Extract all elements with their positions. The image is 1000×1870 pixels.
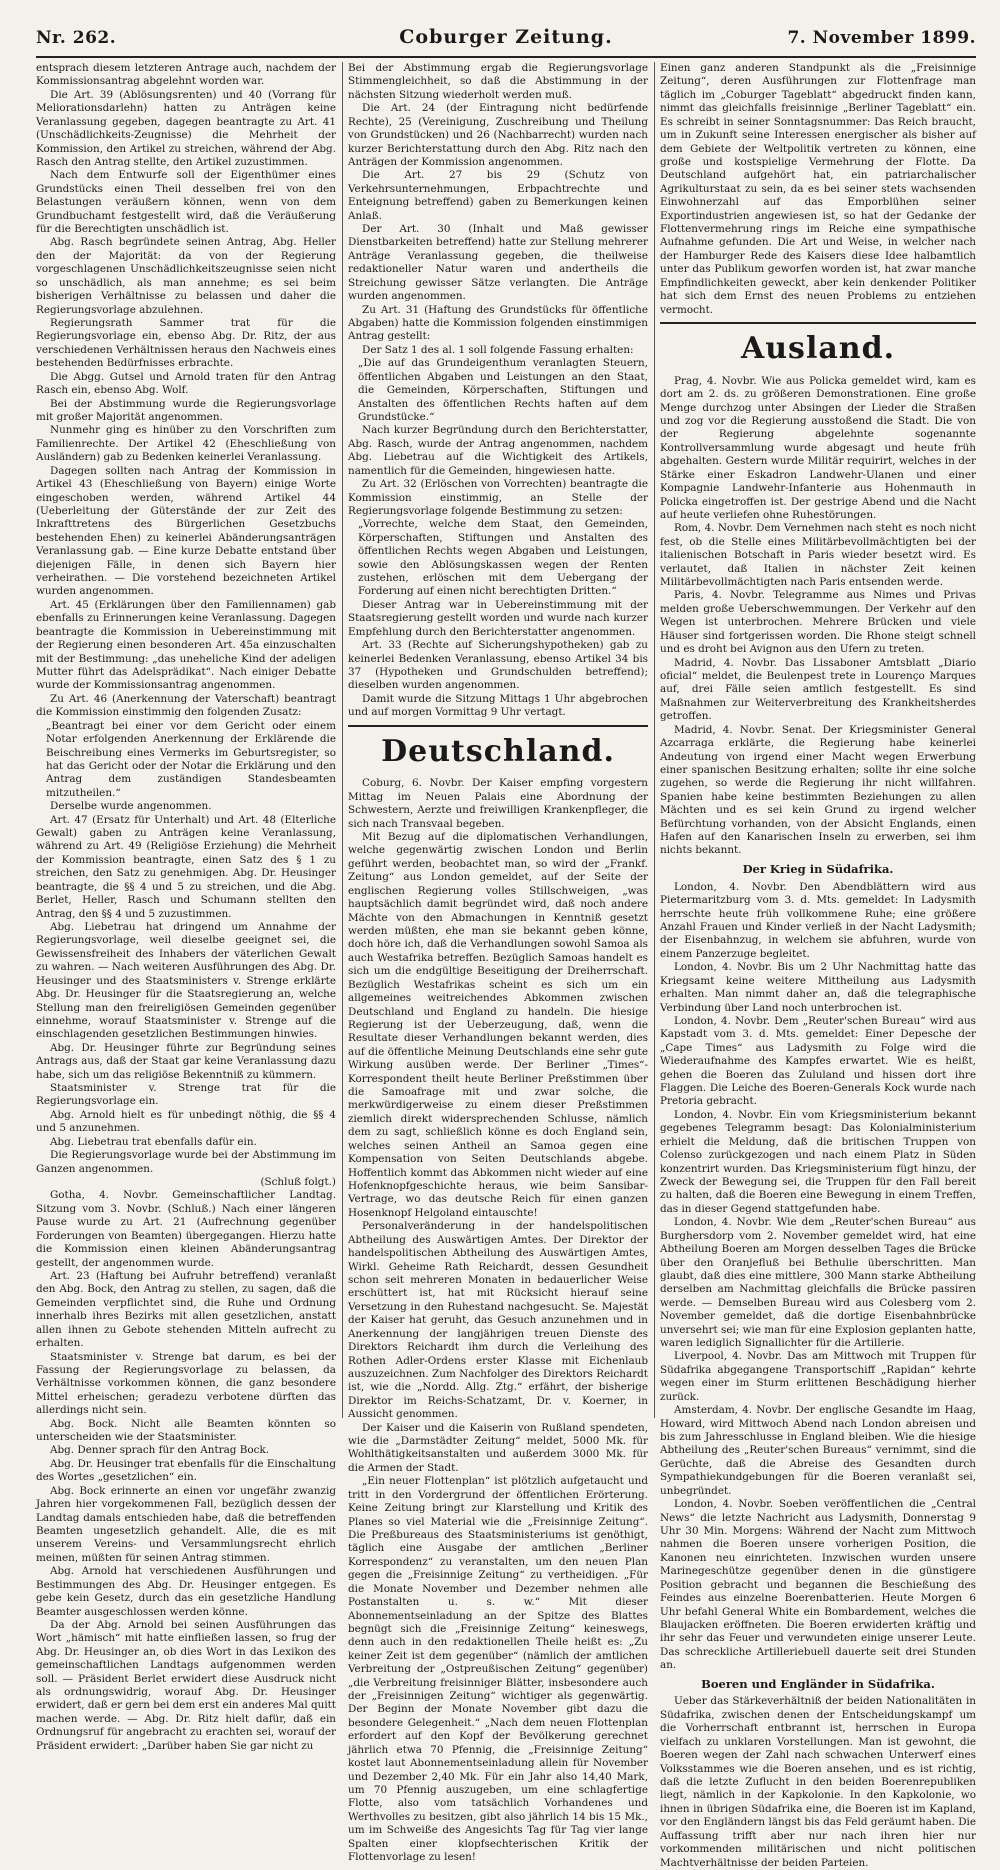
quotation: „Die auf das Grundeigenthum veranlagten Steuern, öffentlichen Abgaben und Leistungen an den Staat, die Gemeinden, Körperschaften, Stiftungen und Anstalten des öffentlichen Rechts haften auf dem Grundstücke.“ (358, 357, 648, 423)
paragraph: Bei der Abstimmung wurde die Regierungsvorlage mit großer Majorität angenommen. (36, 397, 336, 423)
paragraph: Personalveränderung in der handelspolitischen Abtheilung des Auswärtigen Amtes. Der Direktor der handelspolitischen Abtheilung des Auswärtigen Amtes, Wirkl. Geheime Rath Reichardt, dessen Gesundheit schon seit mehreren Monaten in bedauerlicher Weise erschüttert ist, hat mit Rücksicht hierauf seine Versetzung in den Ruhestand nachgesucht. Se. Majestät der Kaiser hat geruht, das Gesuch anzunehmen und in Anerkennung der langjährigen treuen Dienste des Direktors Reichardt ihm durch die Verleihung des Rothen Adler-Ordens erster Klasse mit Eichenlaub auszuzeichnen. Zum Nachfolger des Direktors Reichardt ist, wie die „Nordd. Allg. Ztg.“ erfährt, der bisherige Direktor im Reichs-Schatzamt, Dr. v. Koerner, in Aussicht genommen. (348, 1220, 648, 1421)
paragraph: Gotha, 4. Novbr. Gemeinschaftlicher Landtag. Sitzung vom 3. Novbr. (Schluß.) Nach einer längeren Pause wurde zu Art. 21 (Aufrechnung gegenüber Forderungen von Beamten) übergegangen. Hierzu hatte die Kommission einen kleinen Abänderungsantrag gestellt, der angenommen wurde. (36, 1189, 336, 1269)
column-2 (348, 62, 648, 1864)
section-heading-ausland: Ausland. (740, 331, 896, 367)
column-3 (660, 62, 976, 1869)
paragraph: Die Art. 24 (der Eintragung nicht bedürfende Rechte), 25 (Vereinigung, Zuschreibung und Theilung von Grundstücken) und 26 (Nachbarrecht) wurden nach kurzer Berichterstattung durch den Abg. Ritz nach den Anträgen der Kommission angenommen. (348, 102, 648, 168)
paragraph: Staatsminister v. Strenge bat darum, es bei der Fassung der Regierungsvorlage zu belassen, da Verhältnisse vorkommen können, die ganz besondere Mittel erheischen; geradezu verbotene dürften das allerdings nicht sein. (36, 1350, 336, 1417)
issue-number: Nr. 262. (36, 28, 117, 48)
paragraph: Staatsminister v. Strenge trat für die Regierungsvorlage ein. (36, 1082, 336, 1108)
continuation-note: (Schluß folgt.) (260, 1176, 336, 1189)
paragraph: Nach kurzer Begründung durch den Berichterstatter, Abg. Rasch, wurde der Antrag angenommen, nachdem Abg. Liebetrau auf die Wichtigkeit des Artikels, namentlich für die Gemeinden, hingewiesen hatte. (348, 424, 648, 477)
paragraph: Die Abgg. Gutsel und Arnold traten für den Antrag Rasch ein, ebenso Abg. Wolf. (36, 370, 336, 397)
paragraph: Der Kaiser und die Kaiserin von Rußland spendeten, wie die „Darmstädter Zeitung“ meldet, 5000 Mk. für Wohlthätigkeitsanstalten und außerdem 3000 Mk. für die Armen der Stadt. (348, 1421, 648, 1474)
masthead (36, 20, 976, 54)
paragraph: Abg. Liebetrau hat dringend um Annahme der Regierungsvorlage, weil dieselbe geeignet sei, die Gewissensfreiheit des Inhabers der väterlichen Gewalt zu wahren. — Nach weiteren Ausführungen des Abg. Dr. Heusinger und des Staatsministers v. Strenge erklärte Abg. Dr. Heusinger für die Staatsregierung an, welche Stellung man den freireligiösen Gemeinden gegenüber einnehme, worauf Staatsminister v. Strenge auf die einschlagenden gesetzlichen Bestimmungen hinwies. (36, 921, 336, 1041)
quotation: „Vorrechte, welche dem Staat, den Gemeinden, Körperschaften, Stiftungen und Anstalten des öffentlichen Rechts wegen Abgaben und Leistungen, sowie den Ablösungskassen wegen der Renten zustehen, erlöschen mit dem Uebergang der Forderung auf einen nicht berechtigten Dritten.“ (358, 518, 648, 598)
paragraph: Mit Bezug auf die diplomatischen Verhandlungen, welche gegenwärtig zwischen London und Berlin geführt werden, beobachtet man, so wird der „Frankf. Zeitung“ aus London gemeldet, auf der Seite der englischen Regierung volles Stillschweigen, „was hauptsächlich damit begründet wird, daß noch andere Mächte von den Abmachungen in Kenntniß gesetzt werden müßten, ehe man sie bekannt geben könne, doch höre ich, daß die Verhandlungen sowohl Samoa als auch Westafrika betreffen. Bezüglich Samoas handelt es sich um die endgültige Beseitigung der Dreiherrschaft. Bezüglich Westafrikas scheint es sich um ein allgemeines weitreichendes Abkommen zwischen Deutschland und England zu handeln. Die hiesige Regierung ist der Ueberzeugung, daß, wenn die Resultate dieser Verhandlungen bekannt werden, dies auf die öffentliche Meinung Deutschlands eine sehr gute Wirkung ausüben werde. Der Berliner „Times“-Korrespondent theilt heute Berliner Preßstimmen über die Samoafrage mit und zwar solche, die merkwürdigerweise zu einem dieser Preßstimmen ziemlich direkt widersprechenden Schlusse, nämlich dem zu sagt, schließlich könne es doch England sein, welches seinen Antheil an Samoa gegen eine Kompensation von Seiten Deutschlands abgebe. Hoffentlich kommt das Abkommen nicht wieder auf eine Hofenknopfgeschichte heraus, wie beim Sansibar-Vertrage, wo das deutsche Reich für einen ganzen Hosenknopf Helgoland eintauschte! (348, 831, 648, 1219)
subsection-heading: Boeren und Engländer in Südafrika. (701, 1676, 935, 1691)
paragraph: „Ein neuer Flottenplan“ ist plötzlich aufgetaucht und tritt in den Vordergrund der öffentlichen Erörterung. Keine Zeitung bringt zur Klarstellung und Kritik des Planes so viel Material wie die „Freisinnige Zeitung“. Die Preßbureaus des Staatsministeriums ist genöthigt, täglich eine Ausgabe der amtlichen „Berliner Korrespondenz“ zu veranstalten, um den neuen Plan gegen die „Freisinnige Zeitung“ zu vertheidigen. „Für die Monate November und Dezember nehmen alle Postanstalten u. s. w.“ Mit dieser Abonnementseinladung an der Spitze des Blattes begnügt sich die „Freisinnige Zeitung“ keineswegs, denn auch in den redaktionellen Theile heißt es: „Zu keiner Zeit ist dem gegenüber“ (nämlich der amtlichen Verbreitung der „Ostpreußischen Zeitung“ gegenüber) „die Verbreitung freisinniger Blätter, insbesondere auch der „Freisinnigen Zeitung“ wichtiger als gegenwärtig. Der Beginn der Monate November gibt dazu die besondere Gelegenheit.“ „Nach dem neuen Flottenplan erfordert auf den Kopf der Bevölkerung gerechnet jährlich etwa 70 Pfennig, die „Freisinnige Zeitung“ kostet laut Abonnementseinladung allein für November und Dezember 2,40 Mk. Für ein Jahr also 14,40 Mark, um 70 Pfennig auszugeben, um eine schlagfertige Flotte, also vom tatsächlich Vorhandenes und Werthvolles zu besitzen, gibt also jährlich 14 bis 15 Mk., um im Schweiße des Angesichts Tag für Tag vier lange Spalten einer klopfsechterischen Kritik der Flottenvorlage zu lesen! (348, 1475, 648, 1864)
paragraph: Liverpool, 4. Novbr. Das am Mittwoch mit Truppen für Südafrika abgegangene Transportschiff „Rapidan“ kehrte wegen einer im Sturm erlittenen Beschädigung hierher zurück. (660, 1350, 976, 1403)
paragraph: London, 4. Novbr. Bis um 2 Uhr Nachmittag hatte das Kriegsamt keine weitere Mittheilung aus Ladysmith erhalten. Man nimmt daher an, daß die telegraphische Verbindung über Land noch unterbrochen ist. (660, 961, 976, 1014)
paragraph: Ueber das Stärkeverhältniß der beiden Nationalitäten in Südafrika, zwischen denen der Entscheidungskampf um die Vorherrschaft entbrannt ist, herrschen in Europa vielfach zu unklaren Vorstellungen. Man ist gewohnt, die Boeren wegen der Zahl nach schwachen Unterwerf eines Volksstammes wie die Boeren ansehen, und es ist richtig, daß die letzte Zuflucht in den beiden Boerenrepubliken liegt, nämlich in der Kapkolonie. In den Kapkolonie, wo ihnen in übrigen Südafrika eine, die Boeren ist im Kapland, vor den Engländern längst bis das Feld geräumt haben. Die Auffassung trifft aber nur nach ihren hier nur vorkommenden militärischen und nicht politischen Machtverhältnisse der beiden Parteien. (660, 1695, 976, 1869)
paragraph: Einen ganz anderen Standpunkt als die „Freisinnige Zeitung“, deren Ausführungen zur Flottenfrage man täglich im „Coburger Tageblatt“ abgedruckt finden kann, nimmt das gleichfalls freisinnige „Berliner Tageblatt“ ein. Es schreibt in seiner Sonntagsnummer: Das Reich braucht, um in Zukunft seine Interessen energischer als bisher auf dem Gebiete der Weltpolitik vertreten zu können, eine große und kostspielige Vermehrung der Flotte. Da Deutschland aufgehört hat, ein patriarchalischer Agrikulturstaat zu sein, da es bei seiner stets wachsenden Einwohnerzahl auf das Emporblühen seiner Exportindustrien angewiesen ist, so hat der Gedanke der Flottenvermehrung rings im Reiche eine sympathische Aufnahme gefunden. Die Art und Weise, in welcher nach der Hamburger Rede des Kaisers diese Idee halbamtlich unter das Publikum geworfen worden ist, hat zwar manche Empfindlichkeiten geweckt, aber kein denkender Politiker hat sich dem Ernst des neuen Problems zu entziehen vermocht. (660, 62, 976, 316)
paragraph: London, 4. Novbr. Dem „Reuter'schen Bureau“ wird aus Kapstadt vom 3. d. Mts. gemeldet: Einer Depesche der „Cape Times“ aus Ladysmith zu Folge wird die Wiederaufnahme des Kampfes erwartet. Wie es heißt, gehen die Boeren das Zululand und hissen dort ihre Flaggen. Die Leiche des Boeren-Generals Kock wurde nach Pretoria gebracht. (660, 1014, 976, 1108)
paragraph: Der Art. 30 (Inhalt und Maß gewisser Dienstbarkeiten betreffend) hatte zur Stellung mehrerer Anträge Veranlassung gegeben, die theilweise redaktioneller Natur waren und andertheils die Streichung gewisser Sätze verlangten. Die Anträge wurden angenommen. (348, 223, 648, 303)
paragraph: London, 4. Novbr. Ein vom Kriegsministerium bekannt gegebenes Telegramm besagt: Das Kolonialministerium erhielt die Meldung, daß die britischen Truppen von Colenso zurückgezogen und nach einem Platz in Süden konzentrirt wurden. Das Kriegsministerium fügt hinzu, der Zweck der Bewegung sei, die Truppen für den Fall bereit zu halten, daß die Boeren eine Bewegung in einem Treffen, das in dieser Gegend stattgefunden habe. (660, 1108, 976, 1215)
column-divider (342, 62, 343, 1418)
paragraph: Abg. Bock. Nicht alle Beamten könnten so unterscheiden wie der Staatsminister. (36, 1417, 336, 1444)
paragraph: Die Regierungsvorlage wurde bei der Abstimmung im Ganzen angenommen. (36, 1149, 336, 1175)
paragraph: Abg. Rasch begründete seinen Antrag, Abg. Heller den der Majorität: da von der Regierung vorgeschlagenen Unschädlichkeitszeugnisse seien nicht so unschädlich, als man annehme; es sei beim bisherigen Verhältnisse zu belassen und daher die Regierungsvorlage abzulehnen. (36, 236, 336, 316)
paragraph: Abg. Liebetrau trat ebenfalls dafür ein. (50, 1135, 257, 1148)
masthead-rule (36, 56, 976, 58)
column-1 (36, 62, 336, 1752)
quotation: „Beantragt bei einer vor dem Gericht oder einem Notar erfolgenden Anerkennung der Erklärende die Beischreibung eines Vermerks im Geburtsregister, so hat das Gericht oder der Notar die Erklärung und den Antrag dem zuständigen Standesbeamten mitzutheilen.“ (46, 719, 336, 799)
paragraph: Zu Art. 46 (Anerkennung der Vaterschaft) beantragt die Kommission einstimmig den folgenden Zusatz: (36, 692, 336, 719)
paragraph: Abg. Dr. Heusinger führte zur Begründung seines Antrags aus, daß der Staat gar keine Veranlassung dazu habe, sich um das religiöse Bekenntniß zu kümmern. (36, 1041, 336, 1081)
paragraph: Prag, 4. Novbr. Wie aus Policka gemeldet wird, kam es dort am 2. ds. zu größeren Demonstrationen. Eine große Menge durchzog unter Absingen der Lieder die Straßen und zog vor die Regierung ausstoßend die Stadt. Die von der Regierung abgelehnte sogenannte Kontrollversammlung wurde abgesagt und heute früh abgehalten. Gestern wurde Militär requirirt, welches in der Stärke einer Eskadron Landwehr-Ulanen und einer Kompagnie Landwehr-Infanterie aus Hohenmauth in Policka eingetroffen ist. Der gestrige Abend und die Nacht auf heute verliefen ohne Ruhestörungen. (660, 374, 976, 521)
paragraph: London, 4. Novbr. Soeben veröffentlichen die „Central News“ die letzte Nachricht aus Ladysmith, Donnerstag 9 Uhr 30 Min. Morgens: Während der Nacht zum Mittwoch nahmen die Boeren unsere vorherigen Position, die Kanonen neu einrichteten. Inzwischen wurden unsere Marinegeschütze gegenüber denen in die günstigere Position gebracht und begannen die Beschießung des Feindes aus einzelne Boerenbatterien. Heute Morgen 6 Uhr befahl General White ein Bombardement, welches die Blaujacken eröffneten. Die Boeren erwiderten kräftig und ihr sehr das Feuer und verwundeten einige unserer Leute. Das schreckliche Artilleriebuell dauerte seit drei Stunden an. (660, 1498, 976, 1672)
paragraph: Paris, 4. Novbr. Telegramme aus Nimes und Privas melden große Ueberschwemmungen. Der Verkehr auf den Wegen ist unterbrochen. Mehrere Brücken und viele Häuser sind fortgerissen worden. Die Rhone steigt schnell und es droht bei Avignon aus den Ufern zu treten. (660, 589, 976, 656)
paragraph: Abg. Arnold hat verschiedenen Ausführungen und Bestimmungen des Abg. Dr. Heusinger entgegen. Es gebe kein Gesetz, durch das ein gesetzliche Handlung Beamter ausgeschlossen werden könne. (36, 1565, 336, 1618)
paragraph: Die Art. 39 (Ablösungsrenten) und 40 (Vorrang für Meliorationsdarlehn) hatten zu Anträgen keine Veranlassung gegeben, dagegen beantragte zu Art. 41 (Unschädlichkeits-Zeugnisse) die Mehrheit der Kommission, den Artikel zu streichen, während der Abg. Rasch den Antrag stellte, den Artikel zuzustimmen. (36, 88, 336, 168)
paragraph: Nunmehr ging es hinüber zu den Vorschriften zum Familienrechte. Der Artikel 42 (Eheschließung von Ausländern) gab zu Bedenken keinerlei Veranlassung. (36, 424, 336, 464)
paragraph: Art. 45 (Erklärungen über den Familiennamen) gab ebenfalls zu Erinnerungen keine Veranlassung. Dagegen beantragte die Kommission in Uebereinstimmung mit der Regierung einen besonderen Art. 45a einzuschalten mit der Bestimmung: „das uneheliche Kind der adeligen Mutter führt das Adelsprädikat“. Nach einiger Debatte wurde der Kommissionsantrag angenommen. (36, 598, 336, 692)
paragraph: Bei der Abstimmung ergab die Regierungsvorlage Stimmengleichheit, so daß die Abstimmung in der nächsten Sitzung wiederholt werden muß. (348, 62, 648, 101)
paragraph: Abg. Denner sprach für den Antrag Bock. (50, 1444, 270, 1457)
paragraph: Abg. Bock erinnerte an einen vor ungefähr zwanzig Jahren hier vorgekommenen Fall, bezüglich dessen der Landtag damals entschieden habe, daß die betreffenden Beamten ungesetzlich gehandelt. Alle, die es mit unserem Vereins- und Versammlungsrecht ehrlich meinen, müßten für seinen Antrag stimmen. (36, 1484, 336, 1564)
newspaper-title: Coburger Zeitung. (399, 26, 613, 48)
paragraph: Derselbe wurde angenommen. (50, 800, 212, 813)
paragraph: Madrid, 4. Novbr. Das Lissaboner Amtsblatt „Diario oficial“ meldet, die Beulenpest trete in Lourenço Marques auf, drei Fälle seien amtlich festgestellt. Es sind Maßnahmen zur Weiterverbreitung des Krankheitsherdes getroffen. (660, 656, 976, 723)
section-rule (348, 725, 648, 727)
paragraph: Coburg, 6. Novbr. Der Kaiser empfing vorgestern Mittag im Neuen Palais eine Abordnung der Schwestern, Aerzte und freiwilligen Krankenpfleger, die sich nach Transvaal begeben. (348, 777, 648, 830)
paragraph: Zu Art. 32 (Erlöschen von Vorrechten) beantragte die Kommission einstimmig, an Stelle der Regierungsvorlage folgende Bestimmung zu setzen: (348, 478, 648, 517)
paragraph: Dagegen sollten nach Antrag der Kommission in Artikel 43 (Eheschließung von Bayern) einige Worte eingeschoben werden, während Artikel 44 (Ueberleitung der Güterstände der zur Zeit des Inkrafttretens des Bürgerlichen Gesetzbuchs bestehenden Ehen) zu keinerlei Abänderungsanträgen Veranlassung gab. — Eine kurze Debatte entstand über diejenigen Fälle, in denen sich Bayern hier verheirathen. — Die vorstehend bezeichneten Artikel wurden angenommen. (36, 464, 336, 598)
paragraph: Art. 33 (Rechte auf Sicherungshypotheken) gab zu keinerlei Bedenken Veranlassung, ebenso Artikel 34 bis 37 (Hypotheken und Grundschulden betreffend); dieselben wurden angenommen. (348, 639, 648, 692)
section-heading-deutschland: Deutschland. (381, 733, 615, 769)
paragraph: Madrid, 4. Novbr. Senat. Der Kriegsminister General Azcarraga erklärte, die Regierung habe keinerlei Andeutung von irgend einer Macht wegen Erwerbung einer spanischen Besitzung erhalten; sollte ihr eine solche zugehen, so werde die Regierung ihr nicht willfahren. Spanien habe keine bestimmten Beziehungen zu allen Mächten und es sei kein Grund zu irgend welcher Befürchtung vorhanden, von der Absicht Englands, einen Hafen auf den Kanarischen Inseln zu erwerben, sei ihm nichts bekannt. (660, 723, 976, 857)
subsection-heading: Der Krieg in Südafrika. (742, 861, 894, 876)
paragraph: Rom, 4. Novbr. Dem Vernehmen nach steht es noch nicht fest, ob die Stelle eines Militärbevollmächtigten bei der italienischen Botschaft in Paris wieder besetzt wird. Es verlautet, daß Italien in nächster Zeit keinen Militärbevollmächtigten nach Paris entsenden werde. (660, 522, 976, 589)
section-rule (660, 322, 976, 324)
paragraph: Damit wurde die Sitzung Mittags 1 Uhr abgebrochen und auf morgen Vormittag 9 Uhr vertagt. (348, 692, 648, 719)
column-divider (654, 62, 655, 1418)
paragraph: entsprach diesem letzteren Antrage auch, nachdem der Kommissionsantrag abgelehnt worden war. (36, 62, 336, 88)
paragraph: Da der Abg. Arnold bei seinen Ausführungen das Wort „hämisch“ mit hatte einfließen lassen, so frug der Abg. Dr. Heusinger an, ob dies Wort in das Lexikon des gemeinschaftlichen Landtags aufgenommen werden soll. — Präsident Berlet erwidert diese Ausdruck nicht als ordnungswidrig, worauf Abg. Dr. Heusinger erwidert, daß er gern bei dem erst ein anderes Mal quitt machen werde. — Abg. Dr. Ritz hielt dafür, daß ein Ordnungsruf für angebracht zu erachten sei, worauf der Präsident erwidert: „Darüber haben Sie gar nicht zu (36, 1618, 336, 1752)
paragraph: Nach dem Entwurfe soll der Eigenthümer eines Grundstücks einen Theil desselben frei von den Belastungen veräußern können, wenn von dem Grundbuchamt festgestellt wird, daß die Veräußerung für die Berechtigten unschädlich ist. (36, 169, 336, 236)
paragraph: Regierungsrath Sammer trat für die Regierungsvorlage ein, ebenso Abg. Dr. Ritz, der aus verschiedenen Verhältnissen heraus den Nachweis eines bestehenden Bedürfnisses erbrachte. (36, 317, 336, 370)
paragraph: Abg. Arnold hielt es für unbedingt nöthig, die §§ 4 und 5 anzunehmen. (36, 1108, 336, 1135)
paragraph: London, 4. Novbr. Den Abendblättern wird aus Pietermaritzburg vom 3. d. Mts. gemeldet: In Ladysmith herrschte heute früh vollkommene Ruhe; eine größere Anzahl Frauen und Kinder verließ in der Nacht Ladysmith; der Eisenbahnzug, in welchem sie abfuhren, wurde von einem Panzerzuge begleitet. (660, 880, 976, 960)
paragraph: Art. 47 (Ersatz für Unterhalt) und Art. 48 (Elterliche Gewalt) gaben zu Anträgen keine Veranlassung, während zu Art. 49 (Religiöse Erziehung) die Mehrheit der Kommission beantragte, einen Satz des § 1 zu streichen, den Satz zu genehmigen. Abg. Dr. Heusinger beantragte, die §§ 4 und 5 zu streichen, und die Abg. Berlet, Heller, Rasch und Schumann stellten den Antrag, den §§ 4 und 5 zuzustimmen. (36, 813, 336, 920)
paragraph: London, 4. Novbr. Wie dem „Reuter'schen Bureau“ aus Burghersdorp vom 2. November gemeldet wird, hat eine Abtheilung Boeren am Morgen desselben Tages die Brücke über den Oranjefluß bei Bethulie überschritten. Man glaubt, daß dies eine mittlere, 300 Mann starke Abtheilung derselben am Nachmittag gleichfalls die Brücke passiren werde. — Demselben Bureau wird aus Colesberg vom 2. November gemeldet, daß die dortige Eisenbahnbrücke unversehrt sei; wie man für eine Explosion geplanten hatte, waren lediglich Signallichter für die Artillerie. (660, 1216, 976, 1350)
paragraph: Die Art. 27 bis 29 (Schutz von Verkehrsunternehmungen, Erbpachtrechte und Enteignung betreffend) gaben zu Bemerkungen keinen Anlaß. (348, 169, 648, 222)
paragraph: Amsterdam, 4. Novbr. Der englische Gesandte im Haag, Howard, wird Mittwoch Abend nach London abreisen und bis zum Jahresschlusse in England bleiben. Wie die hiesige Abtheilung des „Reuter'schen Bureaus“ vernimmt, sind die Gerüchte, daß die Abreise des Gesandten durch Sympathiekundgebungen für die Boeren veranlaßt sei, unbegründet. (660, 1404, 976, 1497)
paragraph: Dieser Antrag war in Uebereinstimmung mit der Staatsregierung gestellt worden und wurde nach kurzer Empfehlung durch den Berichterstatter angenommen. (348, 598, 648, 638)
paragraph: Abg. Dr. Heusinger trat ebenfalls für die Einschaltung des Wortes „gesetzlichen“ ein. (36, 1457, 336, 1484)
issue-date: 7. November 1899. (787, 28, 976, 48)
paragraph: Zu Art. 31 (Haftung des Grundstücks für öffentliche Abgaben) hatte die Kommission folgenden einstimmigen Antrag gestellt: (348, 303, 648, 343)
paragraph: Art. 23 (Haftung bei Aufruhr betreffend) veranlaßt den Abg. Bock, den Antrag zu stellen, zu sagen, daß die Gemeinden verpflichtet sind, die Ruhe und Ordnung innerhalb ihres Bezirks mit allen gesetzlichen, anstatt allen ihnen zu Gebote stehenden Mitteln aufrecht zu erhalten. (36, 1269, 336, 1350)
paragraph: Der Satz 1 des al. 1 soll folgende Fassung erhalten: (362, 343, 634, 356)
